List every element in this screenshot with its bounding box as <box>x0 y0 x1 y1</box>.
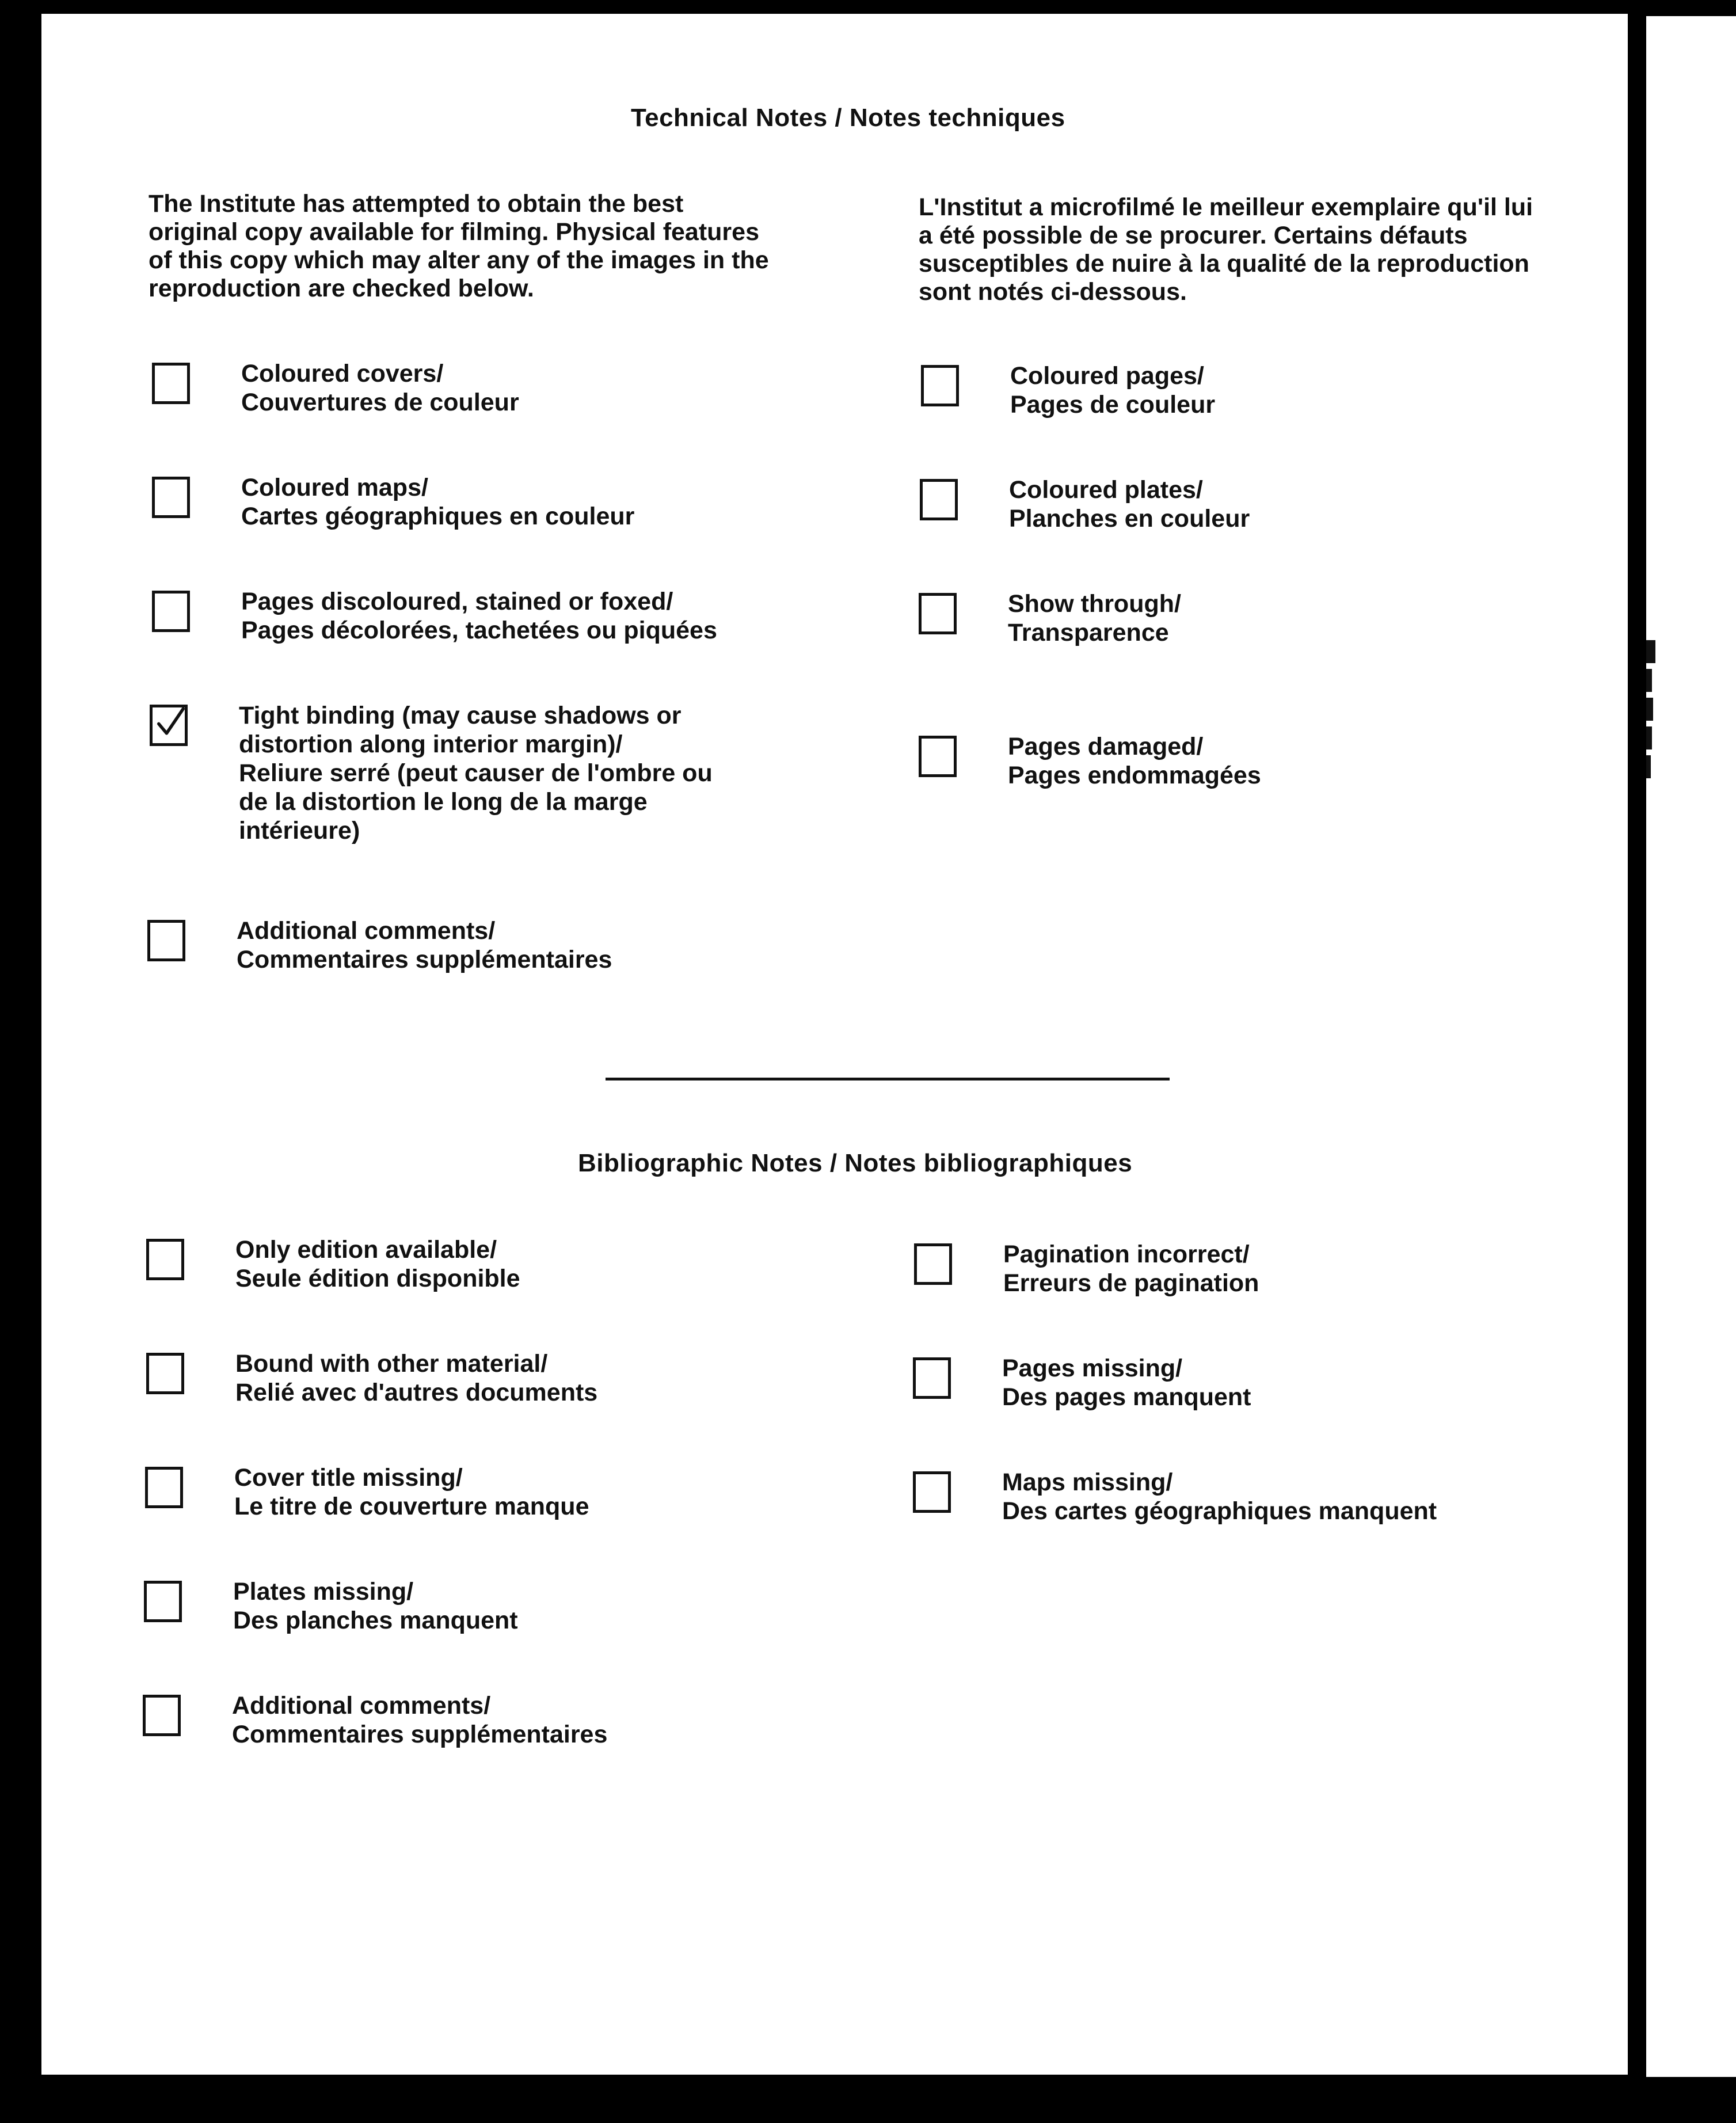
technical-intro-fr: L'Institut a microfilmé le meilleur exemplaire qu'il lui a été possible de se procurer. Certains défauts susceptibles de nuire à la qualité de la reproduction sont notés ci-dessous. <box>919 193 1533 306</box>
label-fr: Pages décolorées, tachetées ou piquées <box>241 617 717 644</box>
checkbox[interactable] <box>921 365 959 406</box>
checkbox[interactable] <box>144 1581 182 1622</box>
document-page <box>41 14 1628 2075</box>
checkbox[interactable] <box>146 1353 184 1394</box>
label-fr: Cartes géographiques en couleur <box>241 503 635 530</box>
label-en: Coloured maps/ <box>241 474 428 501</box>
label-fr: Le titre de couverture manque <box>234 1493 589 1520</box>
checkbox[interactable] <box>152 591 190 632</box>
item-label <box>241 359 846 417</box>
checkbox[interactable] <box>913 1357 951 1399</box>
label-fr: Planches en couleur <box>1009 505 1250 532</box>
checkbox[interactable] <box>145 1467 183 1508</box>
label-en: Show through/ <box>1008 590 1181 618</box>
label-fr: Reliure serré (peut causer de l'ombre ou <box>239 759 713 787</box>
edge-letter-mark <box>1646 640 1655 663</box>
label-en: Bound with other material/ <box>235 1350 548 1378</box>
item-label <box>1003 1240 1608 1298</box>
item-label <box>239 701 843 845</box>
label-en-2: distortion along interior margin)/ <box>239 731 623 758</box>
label-fr: Commentaires supplémentaires <box>232 1721 608 1748</box>
label-fr: Relié avec d'autres documents <box>235 1379 598 1406</box>
item-label <box>241 587 846 645</box>
checkbox[interactable] <box>920 479 958 520</box>
label-en: Pages damaged/ <box>1008 733 1204 760</box>
item-label <box>234 1463 839 1521</box>
label-en: Pagination incorrect/ <box>1003 1241 1250 1268</box>
item-label <box>232 1691 836 1749</box>
label-fr: Couvertures de couleur <box>241 389 519 416</box>
checkbox[interactable] <box>919 736 957 777</box>
item-label <box>235 1235 840 1293</box>
label-fr: Pages de couleur <box>1010 391 1216 418</box>
label-en: Tight binding (may cause shadows or <box>239 702 682 729</box>
item-label <box>1010 362 1615 419</box>
item-label <box>1002 1468 1606 1525</box>
adjacent-page-edge <box>1646 16 1736 2077</box>
section-divider <box>606 1078 1170 1080</box>
label-en: Coloured covers/ <box>241 360 444 387</box>
label-en: Pages discoloured, stained or foxed/ <box>241 588 673 615</box>
label-en: Maps missing/ <box>1002 1468 1173 1496</box>
label-en: Coloured pages/ <box>1010 362 1204 390</box>
item-label <box>235 1349 840 1407</box>
label-fr: Transparence <box>1008 619 1169 646</box>
edge-letter-mark <box>1646 669 1652 692</box>
checkbox[interactable] <box>147 920 185 961</box>
label-fr-2: de la distortion le long de la marge <box>239 788 648 816</box>
item-label <box>241 473 846 531</box>
item-label <box>1008 732 1612 790</box>
edge-letter-mark <box>1646 726 1652 749</box>
label-en: Additional comments/ <box>232 1692 491 1719</box>
item-label <box>1008 589 1612 647</box>
label-en: Cover title missing/ <box>234 1464 463 1492</box>
bibliographic-notes-title: Bibliographic Notes / Notes bibliographiques <box>578 1149 1133 1177</box>
edge-letter-mark <box>1646 755 1651 778</box>
checkbox[interactable] <box>919 593 957 634</box>
label-fr: Commentaires supplémentaires <box>237 946 612 973</box>
label-fr: Pages endommagées <box>1008 762 1261 789</box>
checkbox[interactable] <box>914 1243 952 1285</box>
item-label <box>233 1577 837 1635</box>
label-en: Plates missing/ <box>233 1578 414 1605</box>
edge-letter-mark <box>1646 698 1653 721</box>
label-en: Pages missing/ <box>1002 1355 1183 1382</box>
checkbox[interactable] <box>913 1471 951 1513</box>
checkbox-checked[interactable] <box>150 705 188 746</box>
label-fr: Erreurs de pagination <box>1003 1269 1259 1297</box>
label-fr-3: intérieure) <box>239 817 360 844</box>
checkbox[interactable] <box>152 477 190 518</box>
checkbox[interactable] <box>146 1239 184 1280</box>
label-en: Only edition available/ <box>235 1236 497 1264</box>
item-label <box>1009 475 1613 533</box>
technical-intro-en: The Institute has attempted to obtain the best original copy available for filming. Physical features of this copy which may alter any of the images in the reproduction are checked below. <box>149 190 769 302</box>
technical-notes-title: Technical Notes / Notes techniques <box>631 104 1065 132</box>
item-label <box>1002 1354 1606 1411</box>
label-en: Coloured plates/ <box>1009 476 1203 504</box>
label-fr: Des cartes géographiques manquent <box>1002 1497 1437 1525</box>
label-fr: Des pages manquent <box>1002 1383 1251 1411</box>
checkbox[interactable] <box>143 1695 181 1736</box>
label-fr: Seule édition disponible <box>235 1265 520 1292</box>
item-label <box>237 916 841 974</box>
checkbox[interactable] <box>152 363 190 404</box>
label-en: Additional comments/ <box>237 917 496 945</box>
checkmark-icon <box>157 701 185 745</box>
label-fr: Des planches manquent <box>233 1607 518 1634</box>
